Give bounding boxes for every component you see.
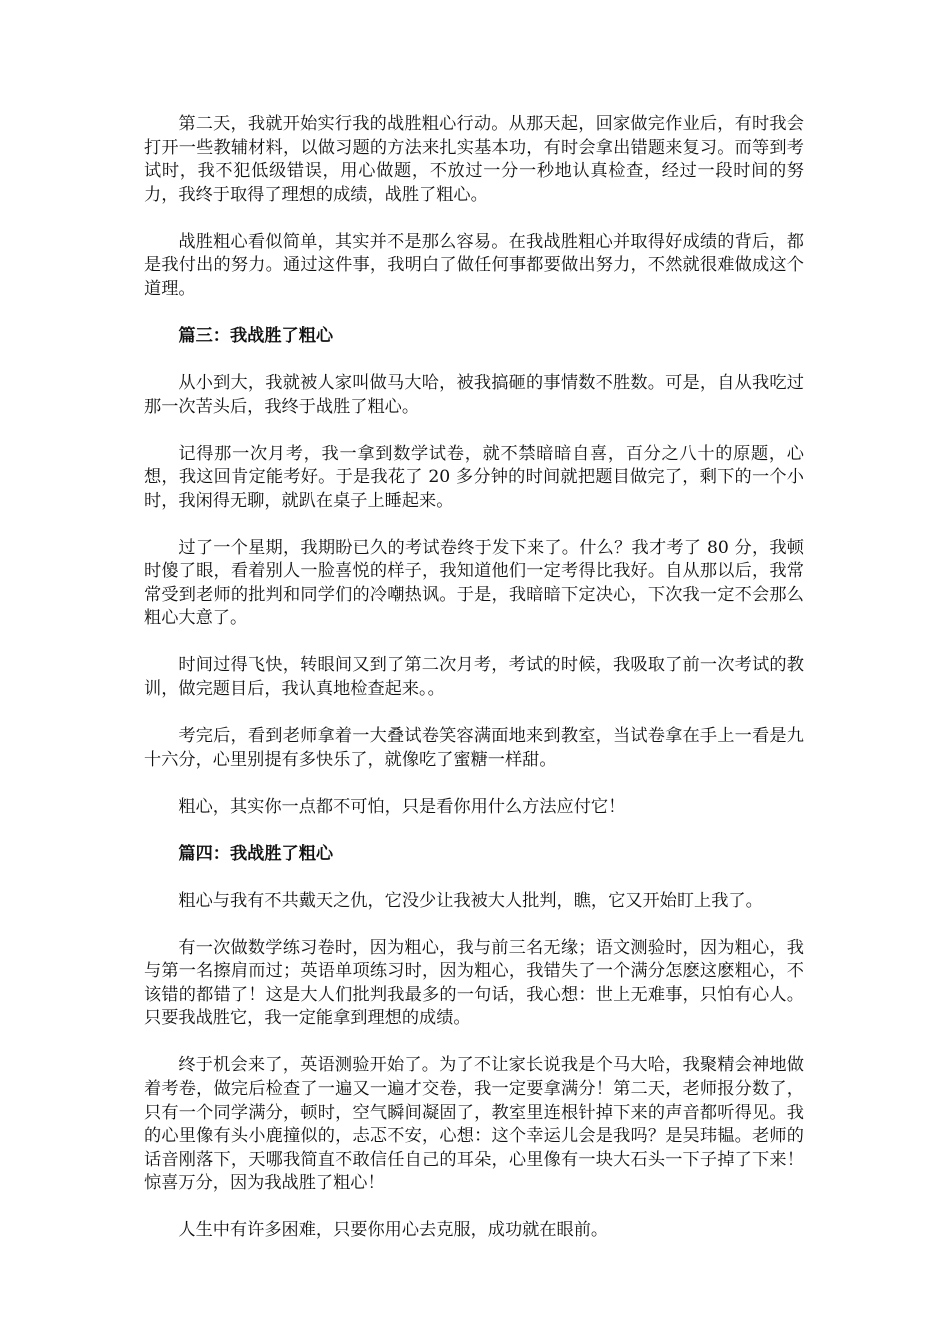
paragraph: 终于机会来了，英语测验开始了。为了不让家长说我是个马大哈，我聚精会神地做着考卷，做完后检查了一遍又一遍才交卷，我一定要拿满分！第二天，老师报分数了，只有一个同学满分，顿时，空气瞬间凝固了，教室里连根针掉下来的声音都听得见。我的心里像有头小鹿撞似的，忐忑不安，心想：这个幸运儿会是我吗？是吴玮韫。老师的话音刚落下，天哪我简直不敢信任自己的耳朵，心里像有一块大石头一下子掉了下来！惊喜万分，因为我战胜了粗心！ [144, 1055, 804, 1194]
paragraph: 第二天，我就开始实行我的战胜粗心行动。从那天起，回家做完作业后，有时我会打开一些教辅材料，以做习题的方法来扎实基本功，有时会拿出错题来复习。而等到考试时，我不犯低级错误，用心做题，不放过一分一秒地认真检查，经过一段时间的努力，我终于取得了理想的成绩，战胜了粗心。 [144, 114, 804, 205]
section-heading: 篇四：我战胜了粗心 [178, 843, 334, 864]
paragraph: 有一次做数学练习卷时，因为粗心，我与前三名无缘；语文测验时，因为粗心，我与第一名擦肩而过；英语单项练习时，因为粗心，我错失了一个满分怎麽这麽粗心，不该错的都错了！这是大人们批判我最多的一句话，我心想：世上无难事，只怕有心人。只要我战胜它，我一定能拿到理想的成绩。 [144, 937, 804, 1029]
paragraph: 粗心与我有不共戴天之仇，它没少让我被大人批判，瞧，它又开始盯上我了。 [178, 890, 763, 911]
paragraph: 人生中有许多困难，只要你用心去克服，成功就在眼前。 [178, 1220, 609, 1241]
document-body [144, 113, 804, 1266]
section-heading: 篇三：我战胜了粗心 [178, 325, 334, 346]
paragraph: 从小到大，我就被人家叫做马大哈，被我搞砸的事情数不胜数。可是，自从我吃过那一次苦头后，我终于战胜了粗心。 [144, 372, 804, 417]
paragraph: 战胜粗心看似简单，其实并不是那么容易。在我战胜粗心并取得好成绩的背后，都是我付出的努力。通过这件事，我明白了做任何事都要做出努力，不然就很难做成这个道理。 [144, 231, 804, 299]
paragraph: 记得那一次月考，我一拿到数学试卷，就不禁暗暗自喜，百分之八十的原题，心想，我这回肯定能考好。于是我花了 20 多分钟的时间就把题目做完了，剩下的一个小时，我闲得无聊，就趴在桌子上睡起来。 [144, 443, 804, 511]
paragraph: 时间过得飞快，转眼间又到了第二次月考，考试的时候，我吸取了前一次考试的教训，做完题目后，我认真地检查起来。。 [144, 655, 804, 700]
paragraph: 过了一个星期，我期盼已久的考试卷终于发下来了。什么？我才考了 80 分，我顿时傻了眼，看着别人一脸喜悦的样子，我知道他们一定考得比我好。自从那以后，我常常受到老师的批判和同学们的冷嘲热讽。于是，我暗暗下定决心，下次我一定不会那么粗心大意了。 [144, 537, 804, 629]
paragraph: 考完后，看到老师拿着一大叠试卷笑容满面地来到教室，当试卷拿在手上一看是九十六分，心里别提有多快乐了，就像吃了蜜糖一样甜。 [144, 726, 804, 770]
paragraph: 粗心，其实你一点都不可怕，只是看你用什么方法应付它！ [178, 796, 626, 817]
